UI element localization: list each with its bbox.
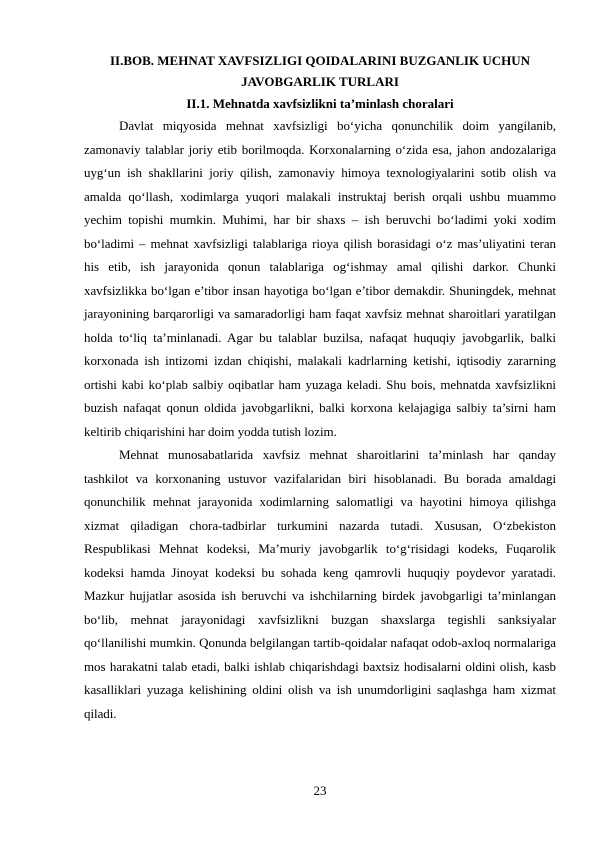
section-title: II.1. Mehnatda xavfsizlikni ta’minlash choralari bbox=[186, 96, 454, 111]
page-number: 23 bbox=[313, 783, 327, 798]
document-page bbox=[84, 50, 556, 725]
body-paragraph-2: Mehnat munosabatlarida xavfsiz mehnat sharoitlarini ta’minlash har qanday tashkilot va korxonaning ustuvor vazifalaridan biri hisoblanadi. Bu borada amaldagi qonunchilik mehnat jarayonida xodimlarning salomatligi va hayotini himoya qilishga xizmat qiladigan chora-tadbirlar turkumini nazarda tutadi. Xususan, O‘zbekiston Respublikasi Mehnat kodeksi, Ma’muriy javobgarlik to‘g‘risidagi kodeks, Fuqarolik kodeksi hamda Jinoyat kodeksi bu sohada keng qamrovli huquqiy poydevor yaratadi. Mazkur hujjatlar asosida ish beruvchi va ishchilarning birdek javobgarligi ta’minlangan bo‘lib, mehnat jarayonidagi xavfsizlikni buzgan shaxslarga tegishli sanksiyalar qo‘llanilishi mumkin. Qonunda belgilangan tartib-qoidalar nafaqat odob-axloq normalariga mos harakatni talab etadi, balki ishlab chiqarishdagi baxtsiz hodisalarni oldini olish, kasb kasalliklari yuzaga kelishining oldini olish va ish unumdorligini saqlashga ham xizmat qiladi. bbox=[84, 447, 556, 721]
chapter-title: II.BOB. MEHNAT XAVFSIZLIGI QOIDALARINI BUZGANLIK UCHUN JAVOBGARLIK TURLARI bbox=[109, 53, 531, 89]
body-paragraph-1: Davlat miqyosida mehnat xavfsizligi bo‘yicha qonunchilik doim yangilanib, zamonaviy talablar joriy etib borilmoqda. Korxonalarning o‘zida esa, jahon andozalariga uyg‘un ish shakllarini joriy qilish, zamonaviy himoya texnologiyalarini sotib olish va amalda qo‘llash, xodimlarga yuqori malakali instruktaj berish orqali ushbu muammo yechim topishi mumkin. Muhimi, har bir shaxs – ish beruvchi bo‘ladimi yoki xodim bo‘ladimi – mehnat xavfsizligi talablariga rioya qilish borasidagi o‘z mas’uliyatini teran his etib, ish jarayonida qonun talablariga og‘ishmay amal qilishi darkor. Chunki xavfsizlikka bo‘lgan e’tibor insan hayotiga bo‘lgan e’tibor demakdir. Shuningdek, mehnat jarayonining barqarorligi va samaradorligi ham faqat xavfsiz mehnat sharoitlari yaratilgan holda to‘liq ta’minlanadi. Agar bu talablar buzilsa, nafaqat huquqiy javobgarlik, balki korxonada ish intizomi izdan chiqishi, malakali kadrlarning ketishi, iqtisodiy zararning ortishi kabi ko‘plab salbiy oqibatlar ham yuzaga keladi. Shu bois, mehnatda xavfsizlikni buzish nafaqat qonun oldida javobgarlikni, balki korxona kelajagiga salbiy ta’sirni ham keltirib chiqarishini har doim yodda tutish lozim. bbox=[84, 118, 556, 439]
